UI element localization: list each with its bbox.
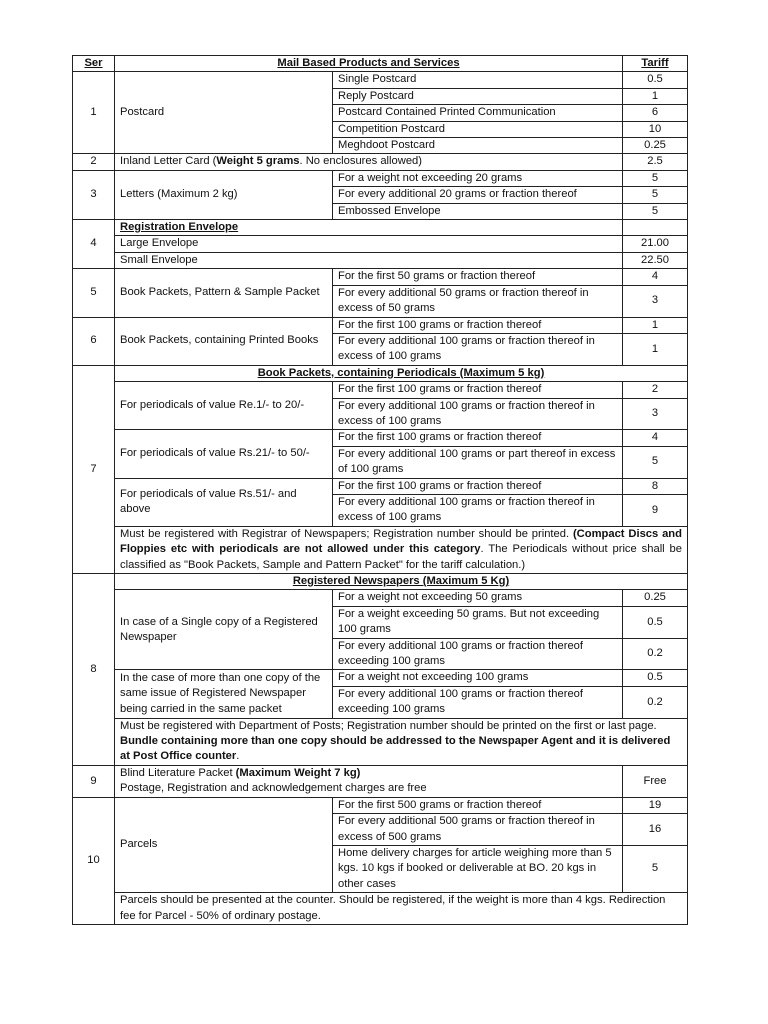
rate-description: For the first 100 grams or fraction thereof — [333, 382, 623, 398]
tariff-value: 1 — [623, 88, 688, 104]
tariff-value: 2 — [623, 382, 688, 398]
note-text: Must be registered with Department of Posts; Registration number should be printed on the first or last page. — [120, 719, 657, 732]
tariff-table — [72, 55, 688, 925]
table-row — [73, 574, 688, 590]
rate-description: Postcard Contained Printed Communication — [333, 105, 623, 121]
product-header: Mail Based Products and Services — [115, 56, 623, 72]
table-row — [73, 797, 688, 813]
note-text: Must be registered with Registrar of Newspapers; Registration number should be printed. — [120, 527, 573, 540]
tariff-value: 8 — [623, 478, 688, 494]
section-heading: Book Packets, containing Periodicals (Maximum 5 kg) — [115, 365, 688, 381]
tariff-value: 0.5 — [623, 72, 688, 88]
tariff-value: 21.00 — [623, 236, 688, 252]
tariff-value: 0.5 — [623, 606, 688, 638]
rate-description: For every additional 50 grams or fraction thereof in excess of 50 grams — [333, 285, 623, 317]
rate-description: Large Envelope — [115, 236, 623, 252]
ser-cell: 2 — [73, 154, 115, 170]
tariff-document — [72, 55, 687, 925]
tariff-value: 4 — [623, 269, 688, 285]
rate-description: Competition Postcard — [333, 121, 623, 137]
rate-description: For the first 100 grams or fraction thereof — [333, 430, 623, 446]
product-name: Postcard — [115, 72, 333, 154]
product-name: For periodicals of value Rs.21/- to 50/- — [115, 430, 333, 478]
tariff-value: 3 — [623, 398, 688, 430]
tariff-header: Tariff — [623, 56, 688, 72]
table-row — [73, 269, 688, 285]
tariff-empty — [623, 220, 688, 236]
table-row — [73, 72, 688, 88]
rate-description: For the first 100 grams or fraction thereof — [333, 317, 623, 333]
ser-cell: 3 — [73, 170, 115, 219]
table-row — [73, 317, 688, 333]
tariff-value: 1 — [623, 333, 688, 365]
product-name: In the case of more than one copy of the same issue of Registered Newspaper being carried in the same packet — [115, 670, 333, 718]
rate-description: For every additional 20 grams or fraction thereof — [333, 187, 623, 203]
tariff-value: 5 — [623, 845, 688, 892]
rate-description: For every additional 100 grams or fraction thereof in excess of 100 grams — [333, 333, 623, 365]
section-heading: Registered Newspapers (Maximum 5 Kg) — [115, 574, 688, 590]
ser-cell: 1 — [73, 72, 115, 154]
tariff-value: 0.2 — [623, 638, 688, 670]
product-text: . No enclosures allowed) — [299, 155, 422, 168]
tariff-value: 0.25 — [623, 138, 688, 154]
tariff-value: 0.25 — [623, 590, 688, 606]
ser-cell: 8 — [73, 574, 115, 766]
note-emphasis: Bundle containing more than one copy should be addressed to the Newspaper Agent and it is delivered at Post Office counter — [120, 735, 671, 763]
product-subtext: Postage, Registration and acknowledgement charges are free — [120, 782, 427, 795]
ser-cell: 5 — [73, 269, 115, 317]
product-name: For periodicals of value Re.1/- to 20/- — [115, 382, 333, 430]
tariff-value: 22.50 — [623, 252, 688, 268]
tariff-value: 0.2 — [623, 686, 688, 718]
table-row — [73, 893, 688, 925]
table-header-row — [73, 56, 688, 72]
product-weight: (Maximum Weight 7 kg) — [235, 766, 361, 779]
section-note — [115, 526, 688, 573]
rate-description: For every additional 100 grams or fraction thereof in excess of 100 grams — [333, 494, 623, 526]
rate-description: For every additional 100 grams or part thereof in excess of 100 grams — [333, 446, 623, 478]
product-name — [115, 154, 623, 170]
rate-description: For a weight not exceeding 20 grams — [333, 170, 623, 186]
product-weight: Weight 5 grams — [216, 155, 300, 168]
rate-description: Home delivery charges for article weighing more than 5 kgs. 10 kgs if booked or deliverable at BO. 20 kgs in other cases — [333, 845, 623, 892]
table-row — [73, 382, 688, 398]
rate-description: For every additional 500 grams or fraction thereof in excess of 500 grams — [333, 814, 623, 846]
rate-description: Meghdoot Postcard — [333, 138, 623, 154]
tariff-value: 6 — [623, 105, 688, 121]
table-row — [73, 430, 688, 446]
section-note — [115, 718, 688, 765]
table-row — [73, 154, 688, 170]
tariff-value: 10 — [623, 121, 688, 137]
tariff-value: 5 — [623, 203, 688, 219]
note-text: . The Periodicals without price shall be classified as "Book Packets, Sample and Pattern Packet" for the tariff calculation.) — [120, 543, 683, 571]
tariff-value: 5 — [623, 170, 688, 186]
ser-header: Ser — [73, 56, 115, 72]
table-row — [73, 220, 688, 236]
ser-cell: 7 — [73, 365, 115, 573]
table-row — [73, 478, 688, 494]
note-text: . — [236, 750, 240, 763]
table-row — [73, 365, 688, 381]
product-name: Letters (Maximum 2 kg) — [115, 170, 333, 219]
rate-description: For the first 100 grams or fraction thereof — [333, 478, 623, 494]
product-name — [115, 765, 623, 797]
table-row — [73, 718, 688, 765]
table-row — [73, 765, 688, 797]
rate-description: Small Envelope — [115, 252, 623, 268]
rate-description: For the first 500 grams or fraction thereof — [333, 797, 623, 813]
tariff-value: 16 — [623, 814, 688, 846]
rate-description: Single Postcard — [333, 72, 623, 88]
rate-description: Embossed Envelope — [333, 203, 623, 219]
section-heading: Registration Envelope — [115, 220, 623, 236]
tariff-value: Free — [623, 765, 688, 797]
ser-cell: 4 — [73, 220, 115, 269]
tariff-value: 3 — [623, 285, 688, 317]
table-row — [73, 170, 688, 186]
rate-description: For the first 50 grams or fraction thereof — [333, 269, 623, 285]
tariff-value: 9 — [623, 494, 688, 526]
rate-description: For every additional 100 grams or fraction thereof exceeding 100 grams — [333, 638, 623, 670]
product-text: Inland Letter Card ( — [120, 155, 217, 168]
rate-description: For every additional 100 grams or fraction thereof exceeding 100 grams — [333, 686, 623, 718]
tariff-value: 1 — [623, 317, 688, 333]
note-emphasis: (Compact Discs and Floppies etc with periodicals are not allowed under this category — [120, 527, 682, 556]
rate-description: For a weight not exceeding 50 grams — [333, 590, 623, 606]
ser-cell: 9 — [73, 765, 115, 797]
table-row — [73, 590, 688, 606]
rate-description: For every additional 100 grams or fraction thereof in excess of 100 grams — [333, 398, 623, 430]
table-row — [73, 252, 688, 268]
product-name: Book Packets, containing Printed Books — [115, 317, 333, 365]
product-name: Parcels — [115, 797, 333, 892]
table-row — [73, 670, 688, 686]
tariff-value: 4 — [623, 430, 688, 446]
rate-description: For a weight not exceeding 100 grams — [333, 670, 623, 686]
ser-cell: 10 — [73, 797, 115, 924]
product-text: Blind Literature Packet — [120, 766, 236, 779]
tariff-value: 2.5 — [623, 154, 688, 170]
rate-description: Reply Postcard — [333, 88, 623, 104]
product-name: Book Packets, Pattern & Sample Packet — [115, 269, 333, 317]
table-row — [73, 526, 688, 573]
section-note: Parcels should be presented at the counter. Should be registered, if the weight is more than 4 kgs. Redirection fee for Parcel - 50% of ordinary postage. — [115, 893, 688, 925]
tariff-value: 5 — [623, 187, 688, 203]
tariff-value: 19 — [623, 797, 688, 813]
tariff-value: 5 — [623, 446, 688, 478]
product-name: In case of a Single copy of a Registered Newspaper — [115, 590, 333, 670]
table-row — [73, 236, 688, 252]
ser-cell: 6 — [73, 317, 115, 365]
tariff-value: 0.5 — [623, 670, 688, 686]
rate-description: For a weight exceeding 50 grams. But not exceeding 100 grams — [333, 606, 623, 638]
product-name: For periodicals of value Rs.51/- and above — [115, 478, 333, 526]
